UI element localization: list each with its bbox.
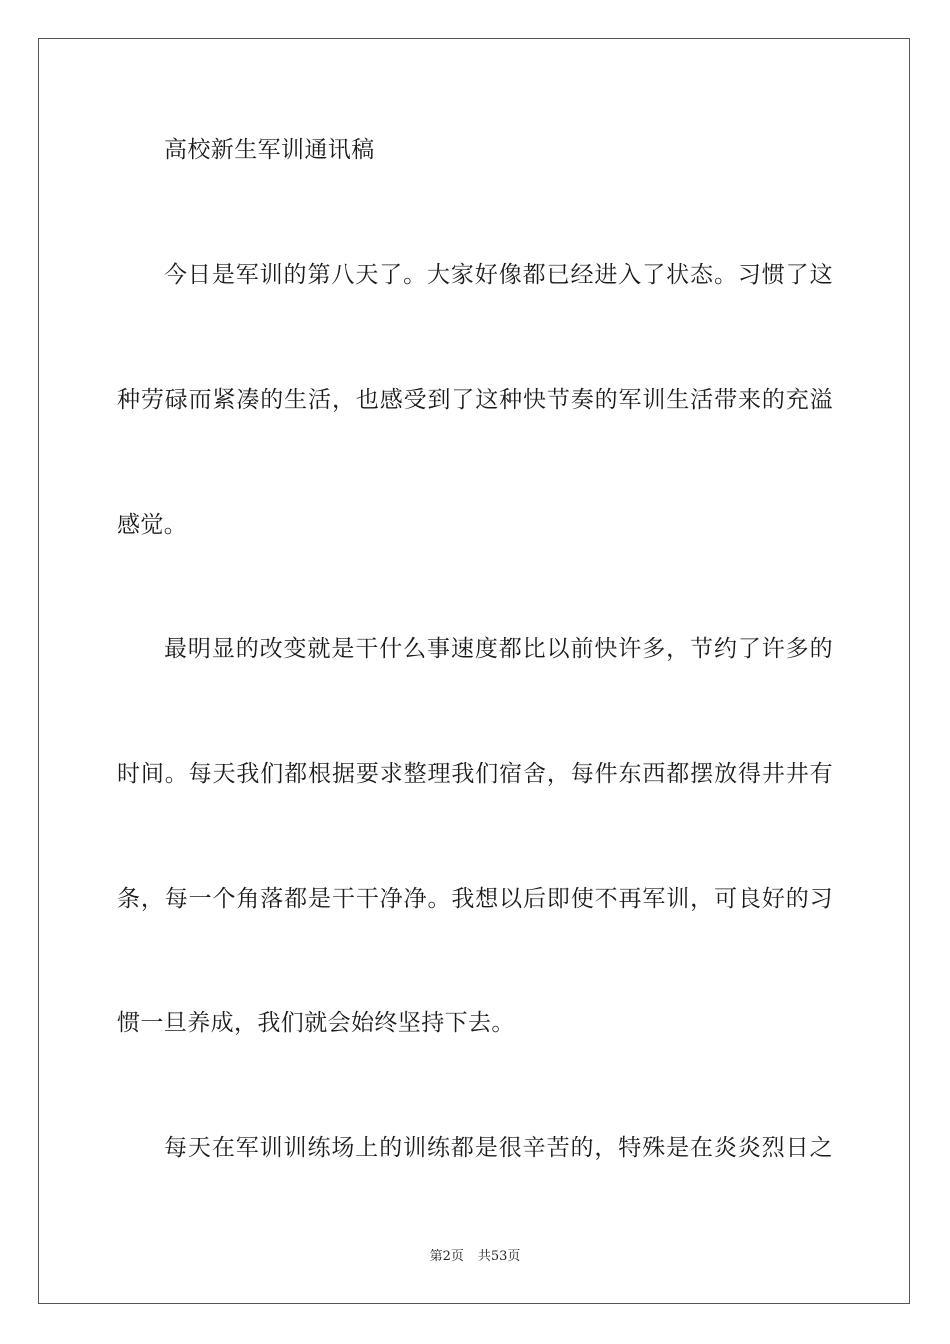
document-title: 高校新生军训通讯稿: [164, 137, 375, 163]
paragraph-1-line-1: 今日是军训的第八天了。大家好像都已经进入了状态。习惯了这: [164, 262, 833, 288]
paragraph-2-line-1: 最明显的改变就是干什么事速度都比以前快许多，节约了许多的: [164, 636, 833, 662]
paragraph-2-line-4: 惯一旦养成，我们就会始终坚持下去。: [117, 1010, 515, 1036]
page-border: [38, 38, 910, 1304]
page-footer: [0, 1248, 950, 1266]
paragraph-2-line-2: 时间。每天我们都根据要求整理我们宿舍，每件东西都摆放得井井有: [117, 761, 833, 787]
paragraph-3-line-1: 每天在军训训练场上的训练都是很辛苦的，特殊是在炎炎烈日之: [164, 1135, 833, 1161]
paragraph-1-line-2: 种劳碌而紧凑的生活，也感受到了这种快节奏的军训生活带来的充溢: [117, 387, 833, 413]
paragraph-2-line-3: 条，每一个角落都是干干净净。我想以后即使不再军训，可良好的习: [117, 886, 833, 912]
page-total: 共53页: [477, 1249, 521, 1264]
page-number: 第2页: [429, 1249, 464, 1264]
paragraph-1-line-3: 感觉。: [117, 512, 188, 538]
